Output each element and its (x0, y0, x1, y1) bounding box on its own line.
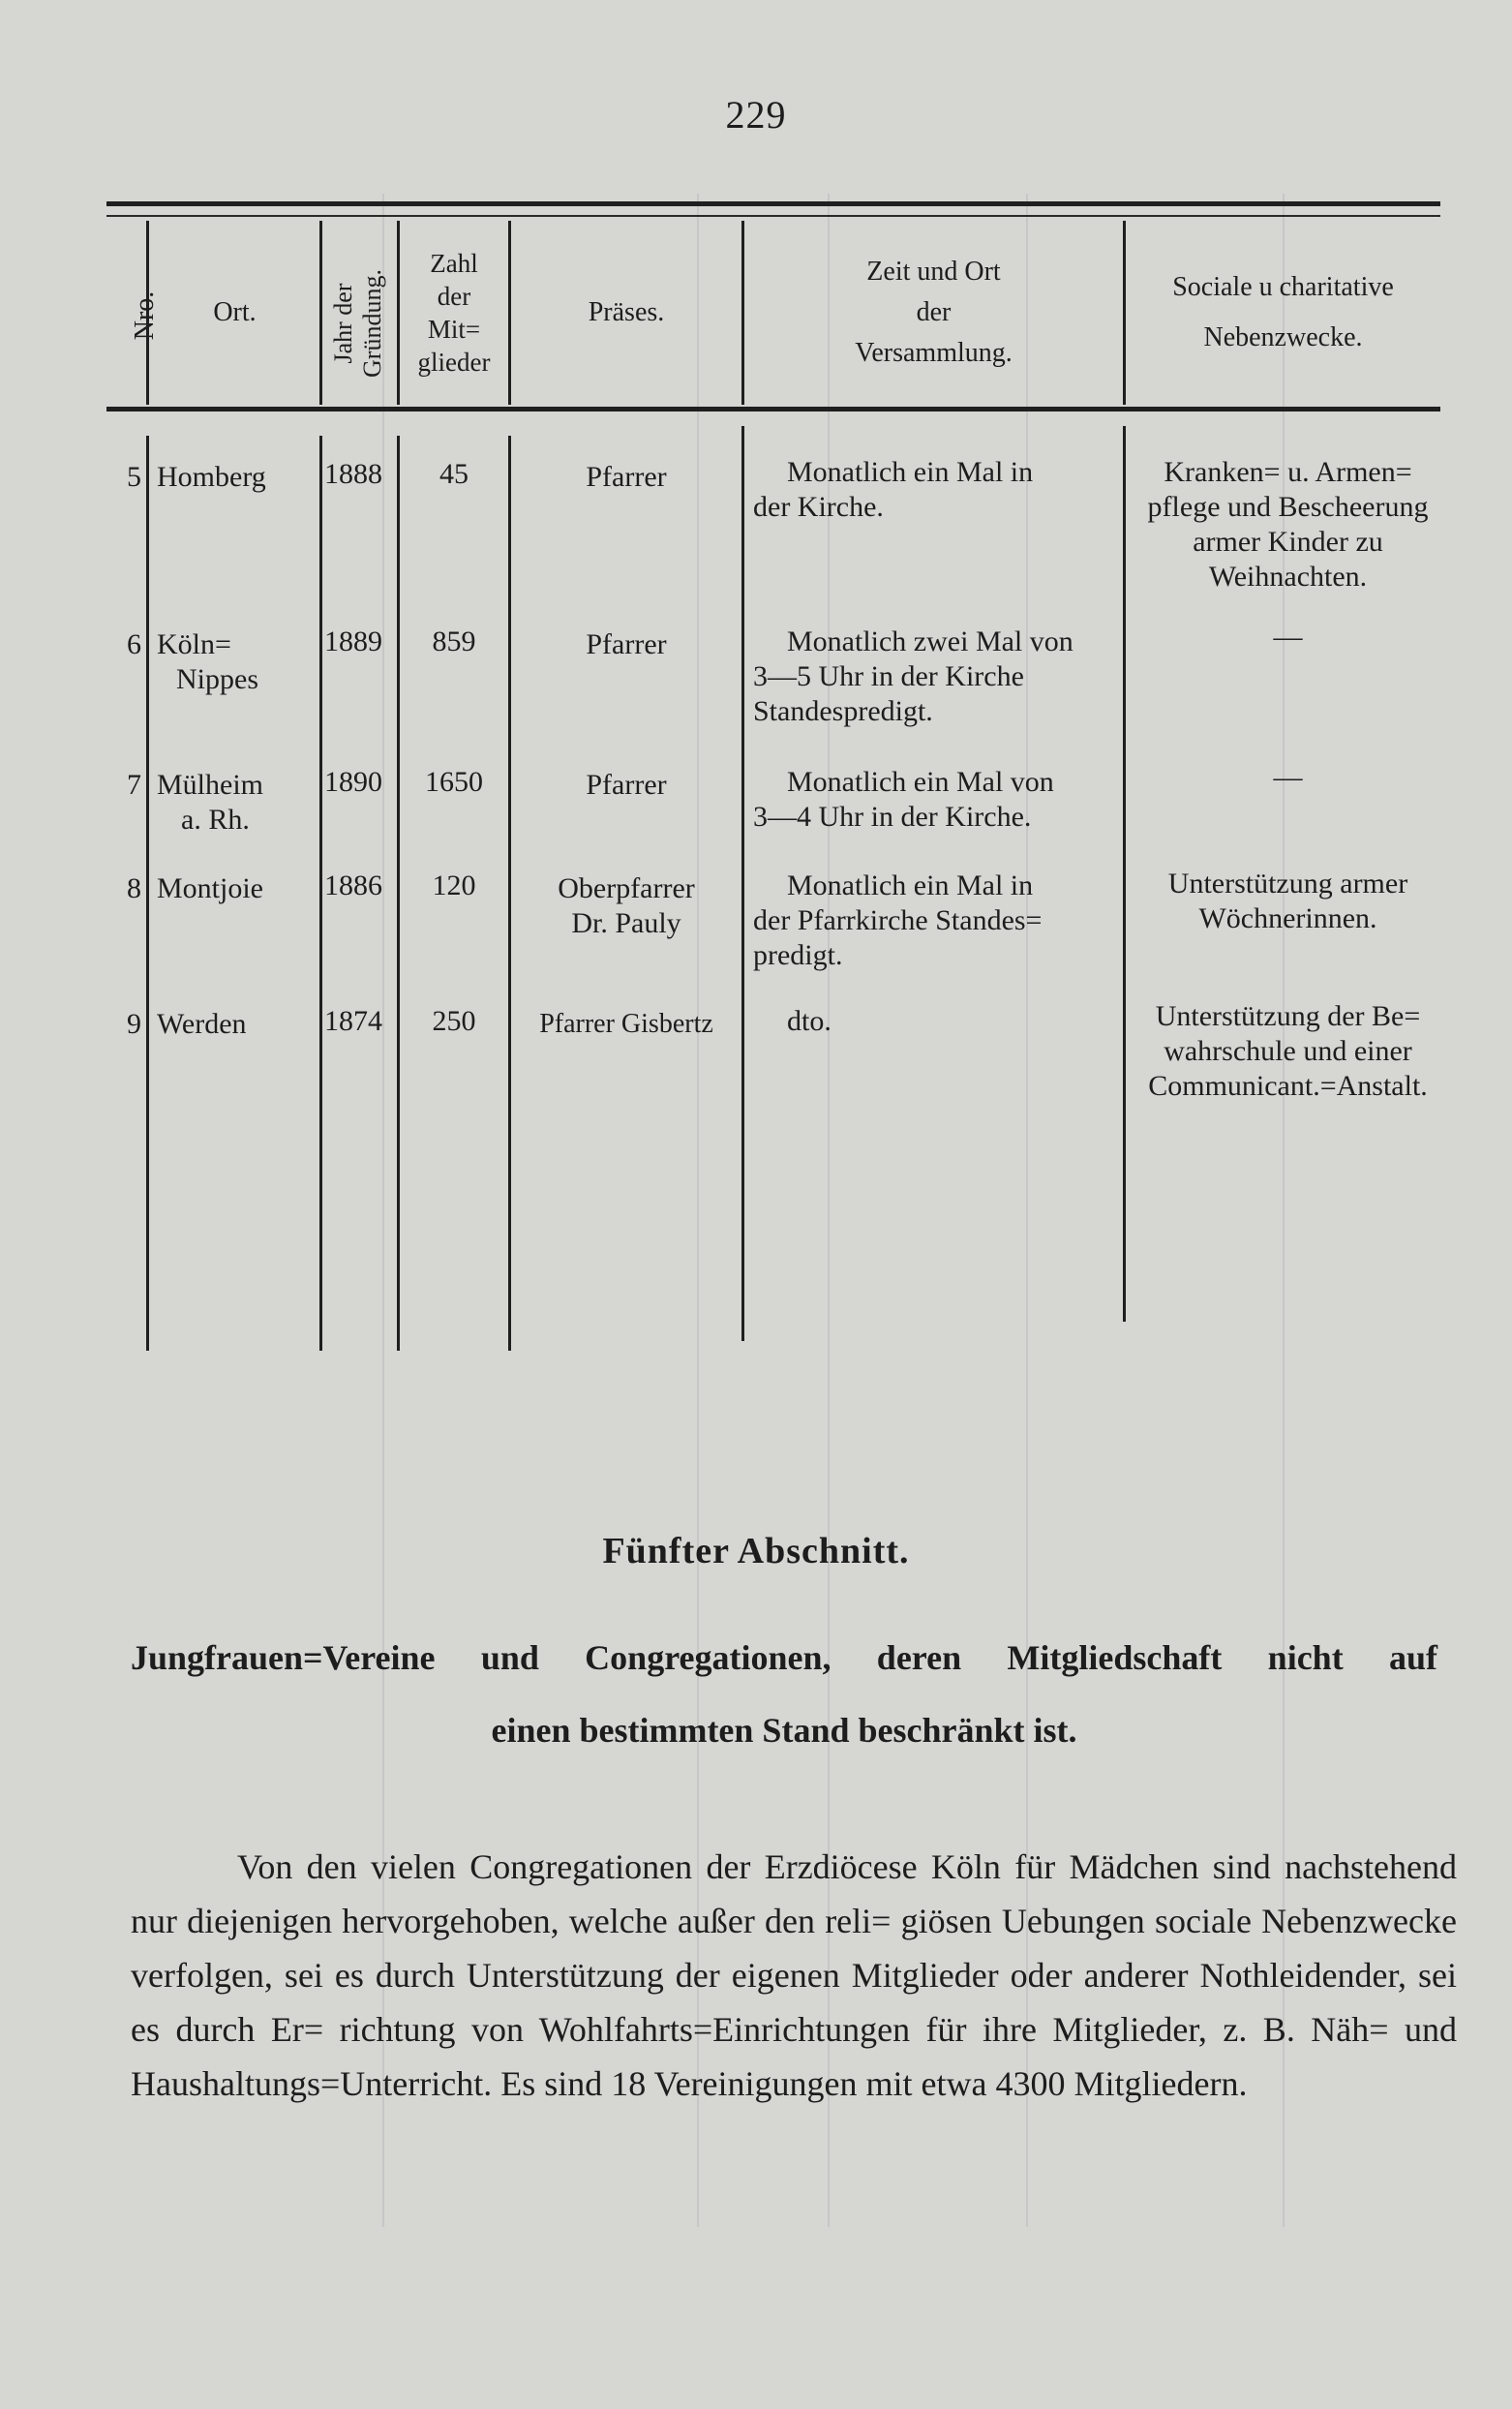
row-zwecke-line: Communicant.=Anstalt. (1148, 1070, 1428, 1102)
row-zwecke-line: wahrschule und einer (1164, 1035, 1412, 1067)
row-ort: Montjoie (157, 872, 263, 904)
row-zeit (753, 869, 1115, 973)
row-praeses-line: Dr. Pauly (571, 907, 681, 939)
row-zahl: 250 (432, 1005, 476, 1037)
row-zeit-line: Standespredigt. (753, 695, 933, 727)
row-zahl: 45 (439, 458, 469, 490)
header-jahr (329, 246, 387, 401)
header-ort-label: Ort. (213, 297, 257, 327)
row-nro: 9 (127, 1008, 141, 1040)
row-ort-line: Mülheim (157, 769, 263, 801)
page-number: 229 (725, 93, 787, 137)
row-zeit-line: Monatlich ein Mal in (787, 869, 1034, 901)
row-zwecke-line: Unterstützung armer (1167, 868, 1408, 900)
row-zeit (753, 1004, 1115, 1039)
row-zeit (753, 455, 1115, 525)
header-zeit-line: Versammlung. (855, 338, 1013, 368)
row-zeit-line: predigt. (753, 939, 843, 971)
row-ort: Homberg (157, 461, 266, 493)
header-zahl (400, 221, 508, 405)
row-zahl: 1650 (425, 766, 483, 798)
row-zeit-line: dto. (787, 1005, 832, 1037)
row-jahr: 1888 (324, 458, 382, 490)
row-praeses: Pfarrer (586, 628, 667, 660)
column-divider (319, 221, 322, 405)
body-paragraph (131, 1840, 1457, 2111)
row-praeses (511, 871, 741, 941)
row-jahr: 1889 (324, 625, 382, 657)
header-ort (150, 221, 319, 405)
header-zahl-line: Zahl (430, 249, 478, 278)
header-zeit (744, 221, 1123, 405)
row-zwecke (1131, 999, 1445, 1104)
row-zwecke: — (1273, 621, 1303, 653)
column-divider (146, 436, 149, 1351)
header-jahr-line: Jahr der (329, 283, 357, 364)
row-jahr: 1874 (324, 1005, 382, 1037)
column-divider (1123, 426, 1126, 1322)
row-ort-line: a. Rh. (181, 804, 250, 836)
header-zwecke-line: Nebenzwecke. (1203, 322, 1363, 352)
row-nro: 6 (127, 628, 141, 660)
table-top-thin-rule (106, 215, 1440, 217)
row-ort (157, 768, 317, 838)
row-jahr: 1890 (324, 766, 382, 798)
row-nro: 5 (127, 461, 141, 493)
row-zeit (753, 625, 1115, 729)
header-zwecke-line: Sociale u charitative (1172, 272, 1394, 302)
header-praeses-label: Präses. (588, 297, 665, 327)
row-zeit-line: der Kirche. (753, 491, 884, 523)
row-zwecke-line: armer Kinder zu (1193, 526, 1383, 558)
row-praeses-line: Oberpfarrer (558, 872, 695, 904)
row-zahl: 120 (432, 869, 476, 901)
header-zahl-line: der (437, 282, 471, 311)
row-zeit-line: 3—5 Uhr in der Kirche (753, 660, 1024, 692)
row-nro: 7 (127, 769, 141, 801)
row-zwecke-line: Unterstützung der Be= (1155, 1000, 1421, 1032)
row-zeit (753, 765, 1115, 835)
section-heading: Fünfter Abschnitt. (602, 1531, 910, 1571)
row-zwecke (1131, 455, 1445, 595)
column-divider (741, 426, 744, 1341)
row-zeit-line: Monatlich zwei Mal von (787, 625, 1074, 657)
header-zeit-line: Zeit und Ort (866, 257, 1001, 287)
row-praeses: Pfarrer (586, 461, 667, 493)
header-jahr-line: Gründung. (358, 269, 386, 378)
paragraph-text: Von den vielen Congregationen der Erzdiöcese Köln für Mädchen sind nachstehend nur diejenigen hervorgehoben, welche außer den reli= giösen Uebungen sociale Nebenzwecke verfolgen, sei es durch Unterstützung der eigenen Mitglieder oder anderer Nothleidender, sei es durch Er= richtung von Wohlfahrts=Einrichtungen für ihre Mitglieder, z. B. Näh= und Haushaltungs=Unterricht. Es sind 18 Vereinigungen mit etwa 4300 Mitgliedern. (131, 1847, 1457, 2103)
row-zwecke (1131, 867, 1445, 936)
header-praeses (511, 221, 741, 405)
row-zeit-line: der Pfarrkirche Standes= (753, 904, 1043, 936)
row-ort-line: Köln= (157, 628, 231, 660)
header-nro: Nro. (130, 290, 160, 341)
row-praeses: Pfarrer (586, 769, 667, 801)
header-zahl-line: glieder (417, 348, 491, 377)
row-zeit-line: 3—4 Uhr in der Kirche. (753, 801, 1032, 833)
row-zwecke-line: pflege und Bescheerung (1147, 491, 1429, 523)
row-ort: Werden (157, 1008, 247, 1040)
row-zwecke-line: Kranken= u. Armen= (1164, 456, 1412, 488)
row-zwecke-line: Wöchnerinnen. (1198, 902, 1377, 934)
row-zeit-line: Monatlich ein Mal in (787, 456, 1034, 488)
row-zwecke-line: Weihnachten. (1208, 561, 1368, 593)
row-praeses: Pfarrer Gisbertz (539, 1009, 713, 1039)
row-ort-line: Nippes (176, 663, 258, 695)
header-bottom-rule (106, 407, 1440, 412)
section-subtitle-line-2: einen bestimmten Stand beschränkt ist. (491, 1711, 1077, 1750)
row-zahl: 859 (432, 625, 476, 657)
section-subtitle-line-1: Jungfrauen=Vereine und Congregationen, deren Mitgliedschaft nicht auf (131, 1638, 1437, 1677)
column-divider (319, 436, 322, 1351)
table-top-rule (106, 201, 1440, 206)
row-jahr: 1886 (324, 869, 382, 901)
header-zeit-line: der (916, 297, 952, 327)
row-zeit-line: Monatlich ein Mal von (787, 766, 1054, 798)
header-zwecke (1126, 221, 1440, 405)
row-ort (157, 627, 317, 697)
row-nro: 8 (127, 872, 141, 904)
header-zahl-line: Mit= (427, 315, 481, 344)
row-zwecke: — (1273, 761, 1303, 793)
